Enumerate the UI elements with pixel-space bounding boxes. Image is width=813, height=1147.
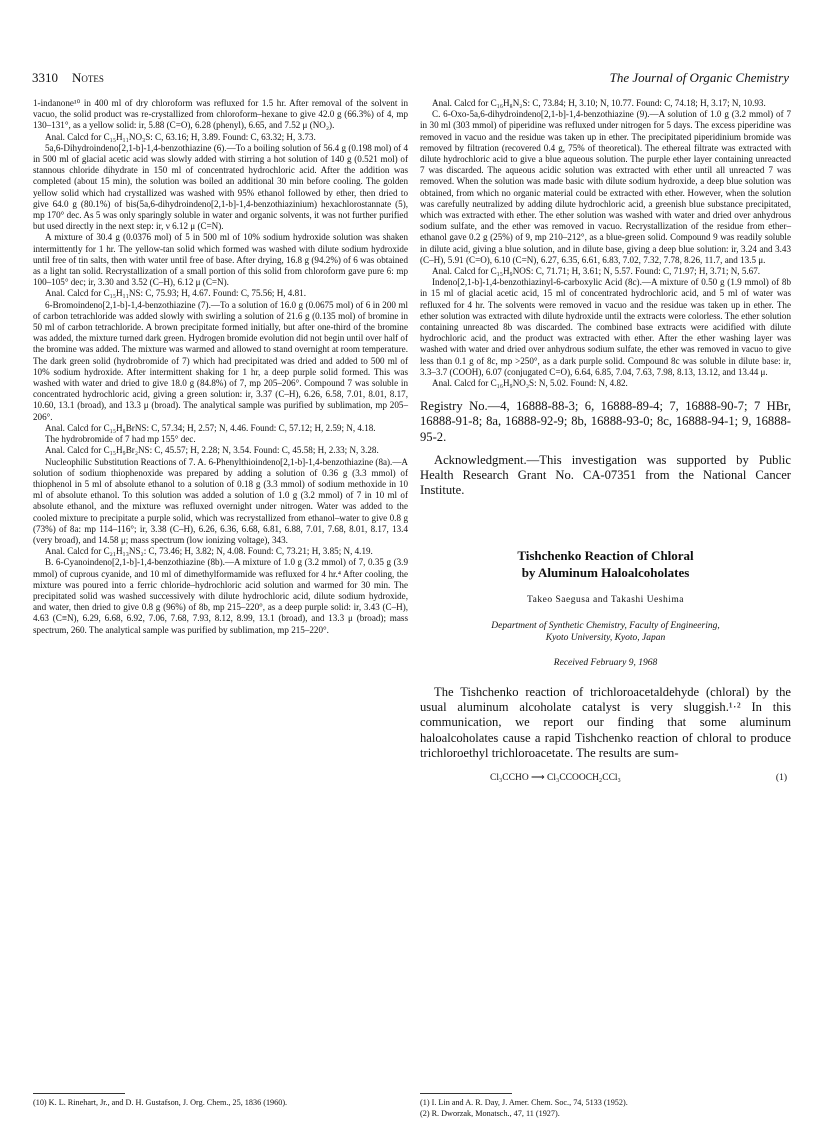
article-heading: [420, 547, 791, 669]
footnote-rule: [420, 1093, 512, 1094]
received-date: Received February 9, 1968: [553, 657, 658, 668]
paragraph: Anal. Calcd for C₁₆H₈N₂S: C, 73.84; H, 3.10; N, 10.77. Found: C, 74.18; H, 3.17; N, 10.93.: [432, 98, 766, 108]
equation-number: (1): [775, 772, 787, 783]
paragraph: Indeno[2,1-b]-1,4-benzothiazinyl-6-carboxylic Acid (8c).—A mixture of 0.50 g (1.9 mmol) of 8b in 15 ml of glacial acetic acid, 15 ml of concentrated hydrochloric acid, and 5 ml of water was refluxed for 4 hr. The solvents were removed in vacuo and the residue was taken up in ether. The ether solution was extracted with dilute hydroxide until the extracts were colorless. The ether solution containing unreacted 8b was discarded. The combined base extracts were acidified with dilute hydrochloric acid, and the product was extracted with ether. After the ether washing layer was washed with water and dried over anhydrous sodium sulfate, the ether was removed in vacuo to give less than 0.1 g of 8c, mp >250°, as a dark purple solid. Compound 8c was soluble in dilute base: ir, 3.3–3.7 (COOH), 6.07 (conjugated C=O), 6.64, 6.85, 7.04, 7.63, 7.98, 8.13, 13.12, and 13.44 μ.: [420, 277, 791, 377]
paragraph: Anal. Calcd for C₁₅H₈BrNS: C, 57.34; H, 2.57; N, 4.46. Found: C, 57.12; H, 2.59; N, 4.18.: [45, 422, 376, 433]
paragraph: Anal. Calcd for C₁₅H₁₁NO₃S: C, 63.16; H, 3.89. Found: C, 63.32; H, 3.73.: [45, 131, 316, 142]
affiliation-line: Kyoto University, Kyoto, Japan: [545, 632, 666, 643]
left-column: [33, 98, 408, 636]
paragraph: Anal. Calcd for C₁₅H₁₁NS: C, 75.93; H, 4.67. Found: C, 75.56; H, 4.81.: [45, 288, 306, 299]
equation-1: [420, 769, 791, 789]
footnote: (1) I. Lin and A. R. Day, J. Amer. Chem. Soc., 74, 5133 (1952).: [420, 1098, 628, 1107]
paragraph: Anal. Calcd for C₁₅H₉NOS: C, 71.71; H, 3.61; N, 5.57. Found: C, 71.97; H, 3.71; N, 5.67.: [432, 266, 761, 277]
footnote-rule: [33, 1093, 125, 1094]
paragraph: C. 6-Oxo-5a,6-dihydroindeno[2,1-b]-1,4-benzothiazine (9).—A solution of 1.0 g (3.2 mmol) of 7 in 30 ml (303 mmol) of piperidine was refluxed under nitrogen for 5 days. The excess piperidine was removed in vacuo and the residue was taken up in ether. The precipitated piperidinium bromide was removed by filtration (recovered 0.4 g, 75% of theoretical). The ethereal filtrate was extracted with dilute hydrochloric acid to give a blue aqueous solution. The purple ether layer containing unreacted 7 was discarded. The aqueous acidic solution was extracted with ether until all unreacted 7 was removed. When the solution was made basic with dilute sodium hydroxide, a deep blue solution was obtained, from which no organic material could be extracted with ether. However, when the solution was carefully neutralized by adding dilute hydrochloric acid, a greenish blue substance precipitated, which was extracted with ether. The ether solution was washed with water and dried over anhydrous sodium sulfate, and the ether was removed in vacuo. Recrystallization of the residue from ether–ethanol gave 0.2 g (25%) of 9, mp 210–212°, as a blue-green solid. Compound 9 was readily soluble in dilute acid, giving a blue solution, and in dilute base, giving a deep blue solution: ir, 3.24 and 3.43 (C–H), 5.91 (C=O), 6.10 (C=N), 6.27, 6.35, 6.61, 6.83, 7.02, 7.32, 7.78, 8.26, 11.7, and 13.5 μ.: [420, 109, 791, 265]
section-label: Notes: [72, 70, 104, 85]
running-header: [32, 70, 789, 88]
right-column: [420, 98, 791, 789]
footnotes: [420, 1098, 791, 1119]
paragraph: A mixture of 30.4 g (0.0376 mol) of 5 in 500 ml of 10% sodium hydroxide solution was shaken intermittently for 1 hr. The yellow-tan solid which formed was washed with dilute sodium hydroxide until free of tin salts, then with water until free of base. After drying, 16.8 g (94.2%) of 6 was obtained as a light tan solid. Recrystallization of a small portion of this solid from chloroform gave pure 6: mp 100–105° dec; ir, 3.30 and 3.52 (C–H), 6.12 μ (C=N).: [33, 232, 408, 288]
paragraph: Nucleophilic Substitution Reactions of 7. A. 6-Phenylthioindeno[2,1-b]-1,4-benzothiazine (8a).—A solution of sodium thiophenoxide was prepared by adding a solution of 0.36 g (3.3 mmol) of thiophenol in 5 ml of absolute ethanol to a solution of 0.18 g (3.3 mmol) of sodium methoxide in 10 ml of absolute ethanol. To this solution was added a solution of 1.0 g (3.2 mmol) of 7 in 10 ml of absolute ethanol, and the mixture was refluxed overnight under nitrogen. Water was added to the cooled mixture to precipitate a purple solid, which was recrystallized from ethanol–water to give 0.8 g (73%) of 8a: mp 114–116°; ir, 3.38 (C–H), 6.26, 6.36, 6.68, 6.81, 6.88, 7.01, 7.68, 8.01, 8.17, 13.4 (very broad), and 14.58 μ; mass spectrum (low ionizing voltage), 343.: [33, 456, 408, 545]
paragraph: The hydrobromide of 7 had mp 155° dec.: [45, 434, 196, 445]
paragraph: Anal. Calcd for C₁₆H₉NO₂S: N, 5.02. Found: N, 4.82.: [432, 378, 628, 389]
article-authors: Takeo Saegusa and Takashi Ueshima: [527, 594, 684, 605]
acknowledgment: Acknowledgment.—This investigation was supported by Public Health Research Grant No. CA-07351 from the National Cancer Institute.: [420, 452, 791, 498]
paragraph: B. 6-Cyanoindeno[2,1-b]-1,4-benzothiazine (8b).—A mixture of 1.0 g (3.2 mmol) of 7, 0.35 g (3.9 mmol) of cuprous cyanide, and 10 ml of dimethylformamide was refluxed for 4 hr.⁴ After cooling, the mixture was poured into a ferric chloride–hydrochloric acid solution and warmed for 30 min. The precipitated solid was washed successively with dilute hydrochloric acid, dilute sodium hydroxide, and water, then dried to give 0.8 g (96%) of 8b, mp 215–220°, as a deep purple solid: ir, 3.43 (C–H), 4.63 (C≡N), 6.29, 6.68, 6.92, 7.06, 7.68, 7.93, 8.12, 8.99, 13.1 (broad), and 13.3 μ (broad); mass spectrum, 260. The analytical sample was purified by sublimation, mp 215–220°.: [33, 557, 408, 635]
footnote: (10) K. L. Rinehart, Jr., and D. H. Gustafson, J. Org. Chem., 25, 1836 (1960).: [33, 1098, 288, 1107]
affiliation: [420, 620, 791, 644]
page-number: 3310: [32, 70, 58, 85]
equation-formula: Cl₃CCHO ⟶ Cl₃CCOOCH₂CCl₃: [490, 772, 621, 783]
footnote: (2) R. Dworzak, Monatsch., 47, 11 (1927).: [420, 1108, 560, 1118]
paragraph: 1-indanone¹⁰ in 400 ml of dry chloroform was refluxed for 1.5 hr. After removal of the solvent in vacuo, the solid product was re-crystallized from chloroform–hexane to give 42.0 g (66.3%) of 4, mp 130–131°, as a yellow solid: ir, 5.88 (C=O), 6.28 (phenyl), 6.65, and 7.52 μ (NO₂).: [33, 98, 408, 131]
journal-title: The Journal of Organic Chemistry: [609, 70, 789, 85]
paragraph: Anal. Calcd for C₁₅H₉Br₂NS: C, 45.57; H, 2.28; N, 3.54. Found: C, 45.58; H, 2.33; N, 3.28.: [45, 445, 379, 456]
paragraph: 5a,6-Dihydroindeno[2,1-b]-1,4-benzothiazine (6).—To a boiling solution of 56.4 g (0.198 mol) of 4 in 500 ml of glacial acetic acid was slowly added with stirring a hot solution of 140 g (0.521 mol) of stannous chloride dihydrate in 150 ml of concentrated hydrochloric acid. After the addition was completed (about 15 min), the solution was boiled an additional 30 min before cooling. The golden yellow solid which had crystallized was washed with 95% ethanol followed by ether, then dried to give 64.0 g (80.1%) of bis(5a,6-dihydroindeno[2,1-b]-1,4-benzothiazinium) hexachlorostannate (5), mp 170° dec. As 5 was only sparingly soluble in water and organic solvents, it was not further purified but used directly in the next step: ir, ν 6.12 μ (C=N).: [33, 142, 408, 232]
article-body: The Tishchenko reaction of trichloroacetaldehyde (chloral) by the usual aluminum alcoholate catalyst is very sluggish.¹·² In this communication, we report our finding that some aluminum haloalcoholates cause a rapid Tishchenko reaction of chloral to produce trichloroethyl trichloroacetate. The results are sum-: [420, 684, 791, 760]
paragraph: 6-Bromoindeno[2,1-b]-1,4-benzothiazine (7).—To a solution of 16.0 g (0.0675 mol) of 6 in 200 ml of carbon tetrachloride was added slowly with swirling a solution of 21.6 g (0.135 mol) of bromine in 50 ml of carbon tetrachloride. A brown precipitate formed initially, but after one-third of the bromine was added, the mixture turned dark green. Hydrogen bromide evolution did not begin until over half of the bromine was added. The mixture was warmed and allowed to stand overnight at room temperature. The dark green solid (hydrobromide of 7) which had precipitated was dried and added to 500 ml of 10% sodium hydroxide. After intermittent shaking for 1 hr, a deep purple solid formed. This was washed with water and dried to give 18.0 g (84.8%) of 7, mp 205–206°. Compound 7 was soluble in concentrated hydrochloric acid, giving a green solution: ir, 3.37 (C–H), 6.26, 6.58, 7.01, 8.01, 8.17, 10.60, 13.1 (broad), and 13.3 μ (broad). The analytical sample was purified by sublimation, mp 205–206°.: [33, 299, 408, 422]
affiliation-line: Department of Synthetic Chemistry, Faculty of Engineering,: [491, 620, 720, 631]
registry-numbers: Registry No.—4, 16888-88-3; 6, 16888-89-4; 7, 16888-90-7; 7 HBr, 16888-91-8; 8a, 16888-92-9; 8b, 16888-93-0; 8c, 16888-94-1; 9, 16888-95-2.: [420, 399, 791, 444]
paragraph: Anal. Calcd for C₂₁H₁₃NS₂: C, 73.46; H, 3.82; N, 4.08. Found: C, 73.21; H, 3.85; N, 4.19.: [45, 546, 373, 557]
article-title-line: by Aluminum Haloalcoholates: [521, 564, 690, 580]
article-title-line: Tishchenko Reaction of Chloral: [517, 547, 694, 563]
